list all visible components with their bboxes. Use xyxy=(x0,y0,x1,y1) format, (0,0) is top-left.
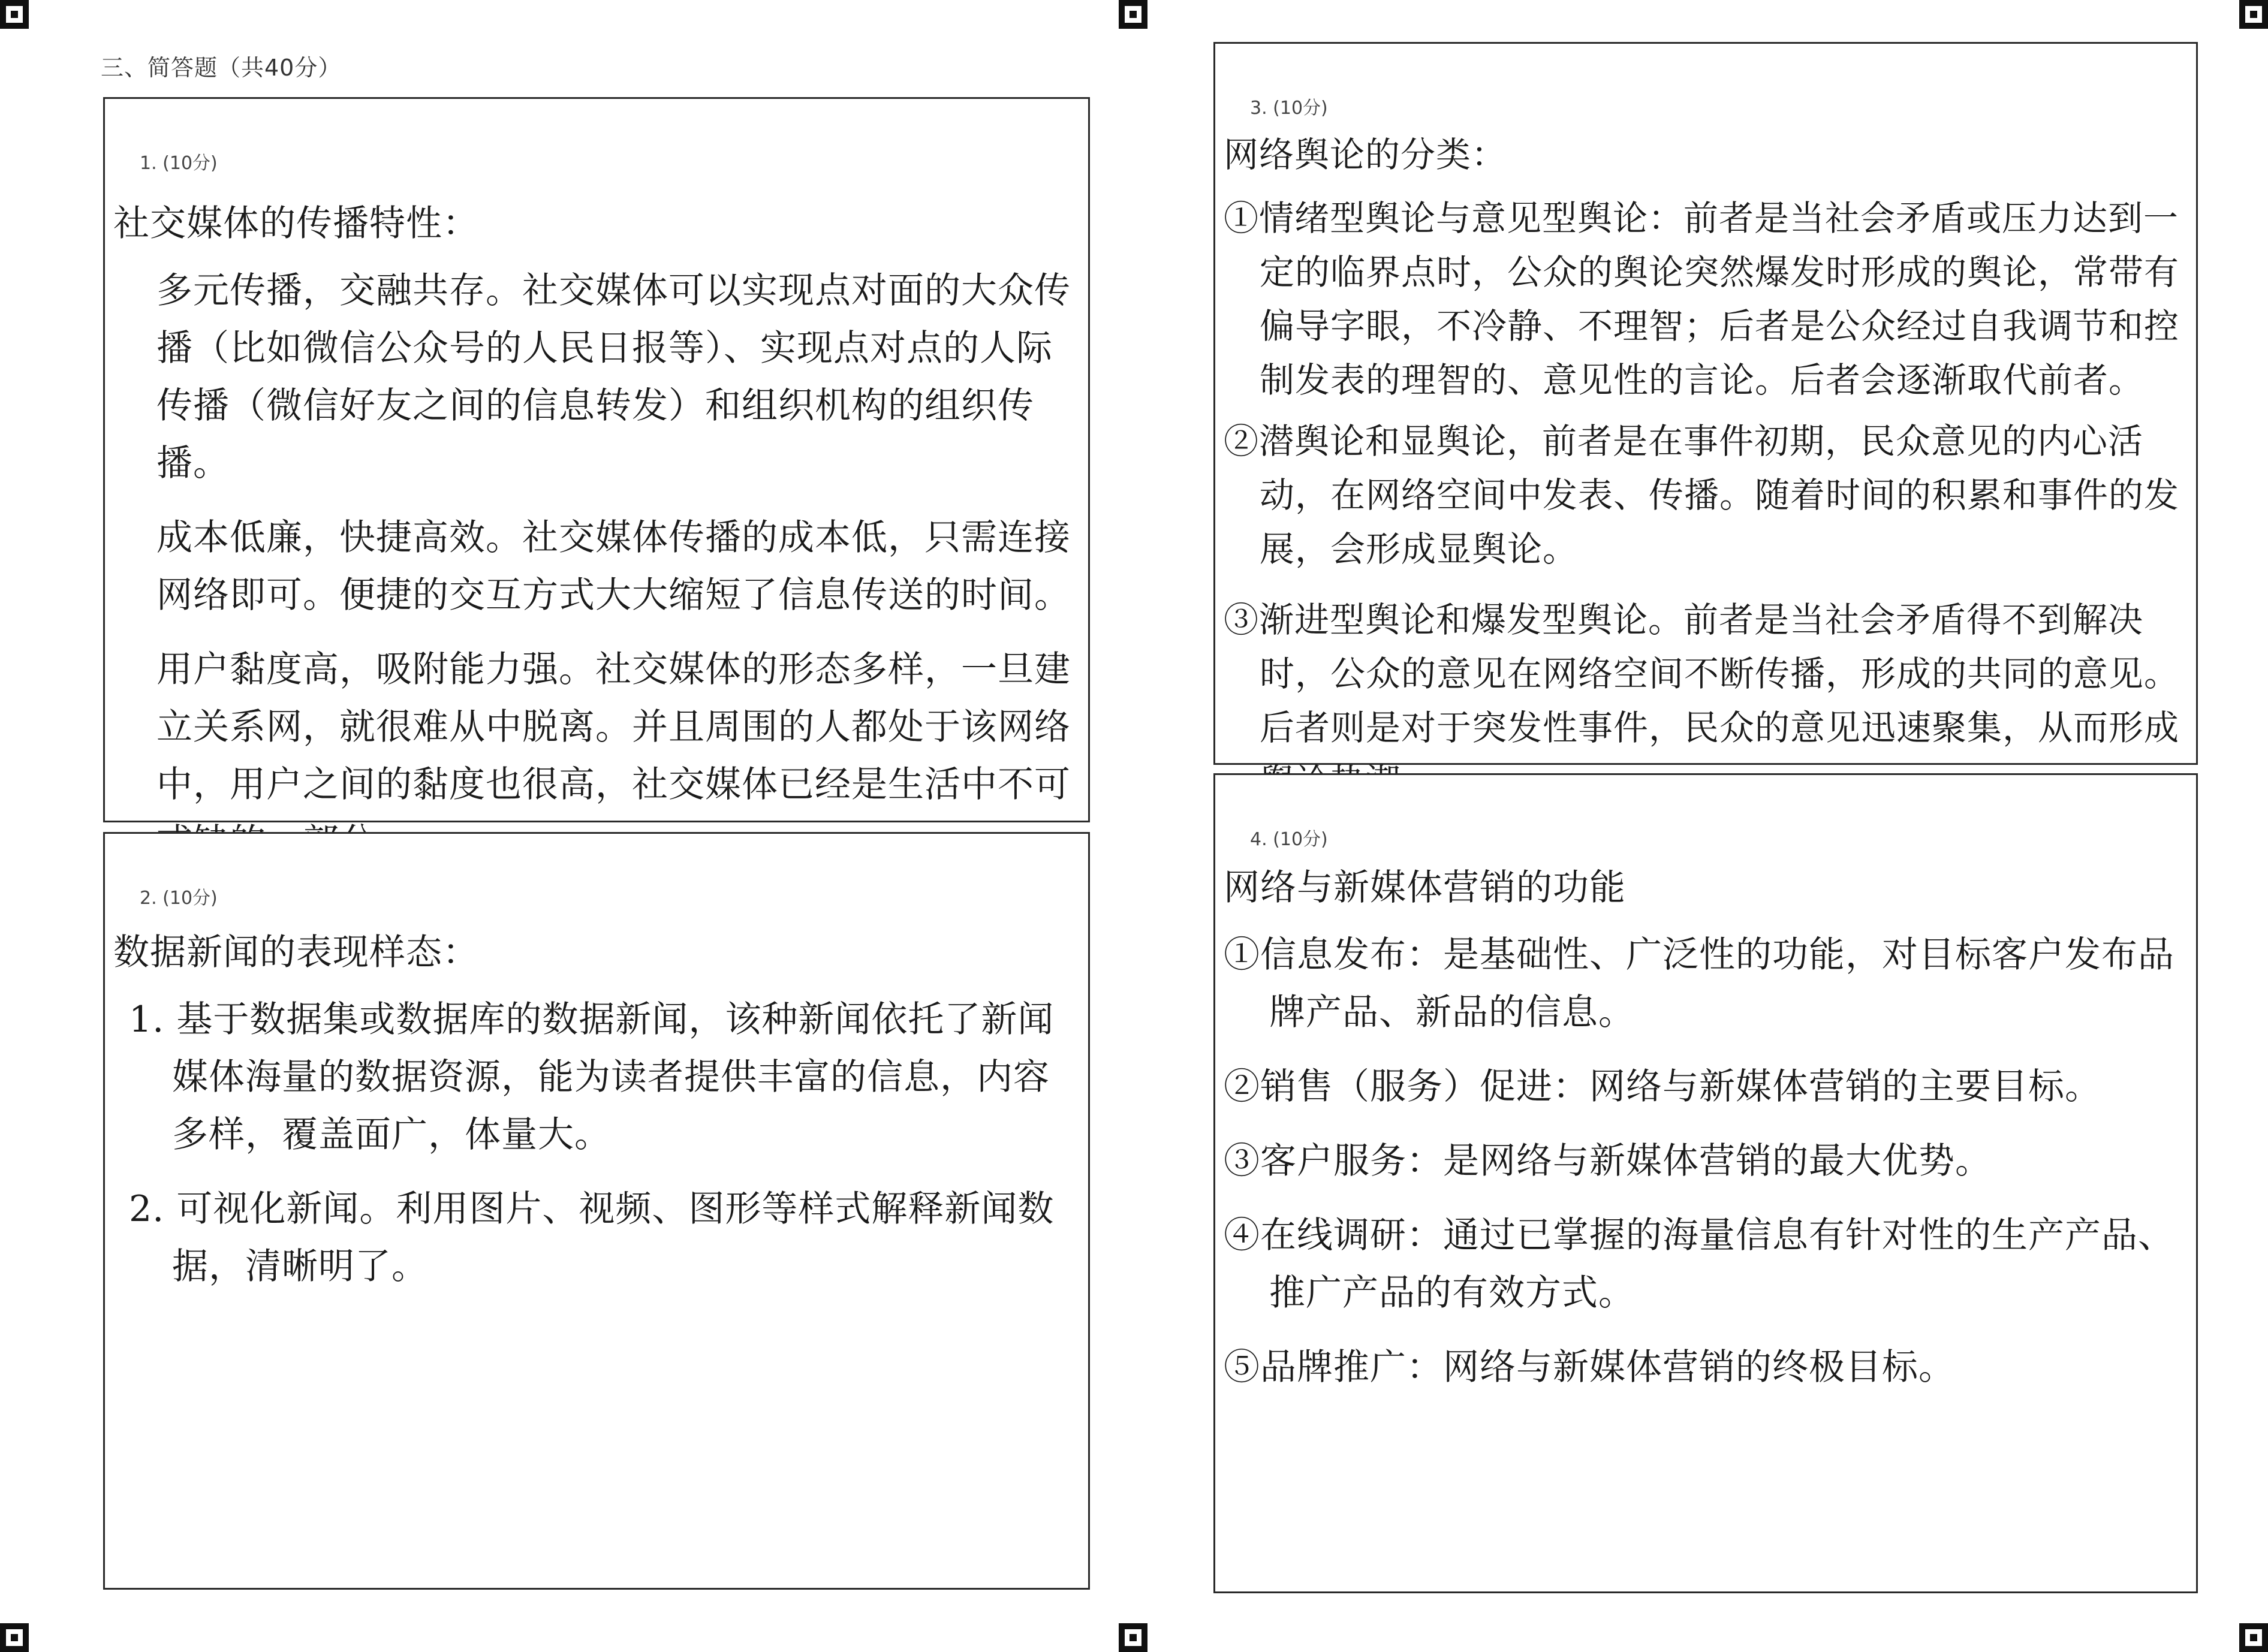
answer-heading: 网络舆论的分类： xyxy=(1224,134,1507,175)
answer-heading: 网络与新媒体营销的功能 xyxy=(1224,867,1626,909)
corner-mark-bottom-left xyxy=(0,1623,29,1652)
answer-paragraph: 多元传播，交融共存。社交媒体可以实现点对面的大众传播（比如微信公众号的人民日报等）、实现点对点的人际传播（微信好友之间的信息转发）和组织机构的组织传播。 xyxy=(156,270,1071,484)
answer-heading: 数据新闻的表现样态： xyxy=(113,931,479,973)
answer-paragraph: ③渐进型舆论和爆发型舆论。前者是当社会矛盾得不到解决时，公众的意见在网络空间不断传播，形成的共同的意见。后者则是对于突发性事件，民众的意见迅速聚集，从而形成 xyxy=(1224,599,2180,748)
answer-paragraph: 成本低廉，快捷高效。社交媒体传播的成本低，只需连接网络即可。便捷的交互方式大大缩短了信息传送的时间。 xyxy=(156,517,1071,616)
answer-paragraph: ⑤品牌推广：网络与新媒体营销的终极目标。 xyxy=(1224,1346,1955,1388)
answer-paragraph: ②潜舆论和显舆论，前者是在事件初期，民众意见的内心活动，在网络空间中发表、传播。随着时间的积累和事件的发展，会形成显舆论。 xyxy=(1224,421,2180,569)
answer-paragraph: 用户黏度高，吸附能力强。社交媒体的形态多样，一旦建立关系网，就很难从中脱离。并且周围的人都处于该网络中，用户之间的黏度也很高，社交媒体已经是生活中不可 xyxy=(156,649,1071,806)
section-title: 三、简答题（共40分） xyxy=(101,55,342,81)
corner-mark-top-right xyxy=(2239,0,2268,29)
answer-heading: 社交媒体的传播特性： xyxy=(113,203,479,245)
answer-box-q4 xyxy=(1213,773,2198,1593)
answer-box-q3 xyxy=(1213,42,2198,765)
answer-paragraph: ②销售（服务）促进：网络与新媒体营销的主要目标。 xyxy=(1224,1066,2101,1108)
question-label: 4. (10分) xyxy=(1250,829,1328,850)
answer-text xyxy=(113,924,1073,1295)
answer-paragraph: ④在线调研：通过已掌握的海量信息有针对性的生产产品、推广产品的有效方式。 xyxy=(1224,1214,2174,1314)
question-label: 1. (10分) xyxy=(140,153,218,174)
answer-paragraph: ①信息发布：是基础性、广泛性的功能，对目标客户发布品牌产品、新品的信息。 xyxy=(1224,934,2174,1033)
answer-box-q1 xyxy=(103,97,1090,822)
corner-mark-bottom-center xyxy=(1119,1623,1147,1652)
corner-mark-bottom-right xyxy=(2239,1623,2268,1652)
answer-text xyxy=(1224,128,2189,809)
question-label: 3. (10分) xyxy=(1250,98,1328,119)
answer-paragraph: 1. 基于数据集或数据库的数据新闻，该种新闻依托了新闻媒体海量的数据资源，能为读者提供丰富的信息，内容多样，覆盖面广，体量大。 xyxy=(129,999,1055,1156)
answer-text xyxy=(1224,859,2189,1396)
answer-text xyxy=(113,195,1073,871)
answer-paragraph: 2. 可视化新闻。利用图片、视频、图形等样式解释新闻数据，清晰明了。 xyxy=(129,1188,1055,1288)
corner-mark-top-center xyxy=(1119,0,1147,29)
answer-paragraph: ③客户服务：是网络与新媒体营销的最大优势。 xyxy=(1224,1140,1992,1182)
corner-mark-top-left xyxy=(0,0,29,29)
question-label: 2. (10分) xyxy=(140,888,218,909)
answer-paragraph: ①情绪型舆论与意见型舆论：前者是当社会矛盾或压力达到一定的临界点时，公众的舆论突然爆发时形成的舆论，常带有偏导字眼，不冷静、不理智；后者是公众经过自我调节和控制发表的理智的、意见性的言论。后者会逐渐取代前者。 xyxy=(1224,198,2180,400)
answer-box-q2 xyxy=(103,832,1090,1590)
